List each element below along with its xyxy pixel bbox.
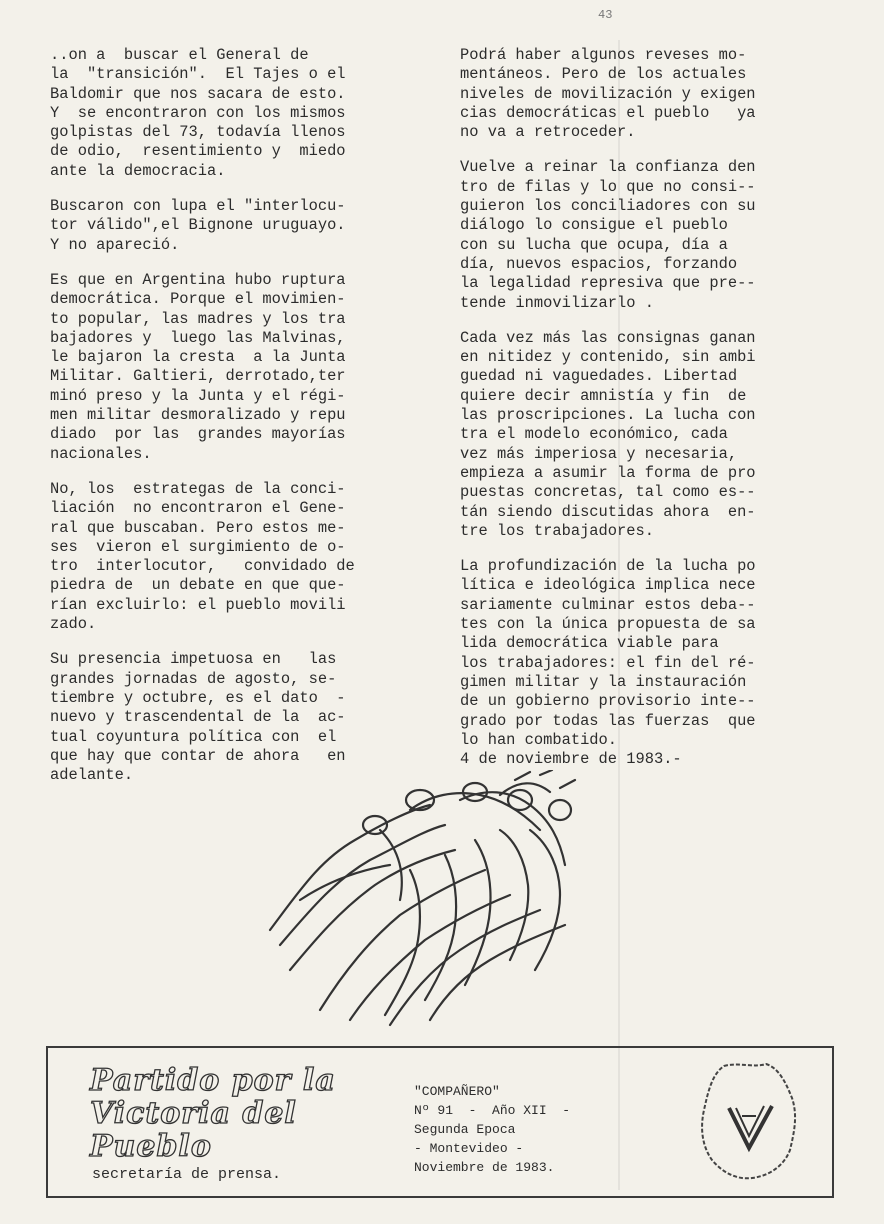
party-logo-text bbox=[90, 1064, 336, 1163]
paragraph bbox=[50, 650, 425, 785]
text-line: bajadores y luego las Malvinas, bbox=[50, 328, 346, 347]
text-line: tre los trabajadores. bbox=[460, 521, 654, 540]
text-line: zado. bbox=[50, 615, 97, 634]
text-line: rían excluirlo: el pueblo movili bbox=[50, 595, 346, 614]
text-line: ral que buscaban. Pero estos me- bbox=[50, 518, 346, 537]
paragraph bbox=[460, 329, 840, 541]
logo-line-3: Pueblo bbox=[90, 1129, 212, 1164]
text-line: tiembre y octubre, es el dato - bbox=[50, 688, 346, 707]
secretaria-label: secretaría de prensa. bbox=[92, 1166, 282, 1183]
text-line: liación no encontraron el Gene- bbox=[50, 499, 346, 518]
text-line: Y se encontraron con los mismos bbox=[50, 103, 346, 122]
text-line: con su lucha que ocupa, día a bbox=[460, 235, 728, 254]
text-line: la "transición". El Tajes o el bbox=[50, 65, 346, 84]
text-line: guedad ni vaguedades. Libertad bbox=[460, 367, 738, 386]
paragraph bbox=[460, 557, 840, 769]
text-line: tro de filas y lo que no consi-- bbox=[460, 177, 756, 196]
footer-box bbox=[46, 1046, 834, 1198]
text-line: ..on a buscar el General de bbox=[50, 46, 309, 64]
text-line: Y no apareció. bbox=[50, 235, 180, 254]
text-line: No, los estrategas de la conci- bbox=[50, 479, 346, 498]
text-line: vez más imperiosa y necesaria, bbox=[460, 444, 738, 463]
text-line: de odio, resentimiento y miedo bbox=[50, 142, 346, 161]
publication-line: Nº 91 - Año XII - bbox=[414, 1103, 571, 1118]
text-line: 4 de noviembre de 1983.- bbox=[460, 750, 682, 769]
text-line: tende inmovilizarlo . bbox=[460, 293, 654, 312]
text-line: niveles de movilización y exigen bbox=[460, 84, 756, 103]
text-line: le bajaron la cresta a la Junta bbox=[50, 348, 346, 367]
text-line: que hay que contar de ahora en bbox=[50, 746, 346, 765]
text-line: piedra de un debate en que que- bbox=[50, 576, 346, 595]
text-line: gimen militar y la instauración bbox=[460, 672, 747, 691]
paragraph bbox=[50, 197, 425, 255]
text-line: tes con la única propuesta de sa bbox=[460, 615, 756, 634]
text-line: diado por las grandes mayorías bbox=[50, 425, 346, 444]
right-text-column bbox=[460, 46, 840, 785]
text-line: mentáneos. Pero de los actuales bbox=[460, 65, 747, 84]
text-line: no va a retroceder. bbox=[460, 123, 636, 142]
text-line: minó preso y la Junta y el régi- bbox=[50, 386, 346, 405]
logo-line-2: Victoria del bbox=[90, 1096, 297, 1131]
text-line: ses vieron el surgimiento de o- bbox=[50, 537, 346, 556]
text-line: las proscripciones. La lucha con bbox=[460, 406, 756, 425]
marching-crowd-illustration bbox=[260, 770, 590, 1030]
text-line: quiere decir amnistía y fin de bbox=[460, 386, 747, 405]
logo-line-1: Partido por la bbox=[90, 1063, 336, 1098]
paragraph bbox=[50, 271, 425, 464]
publication-line: - Montevideo - bbox=[414, 1141, 524, 1156]
text-line: men militar desmoralizado y repu bbox=[50, 406, 346, 425]
publication-info bbox=[414, 1082, 570, 1177]
text-line: ante la democracia. bbox=[50, 161, 226, 180]
text-line: Baldomir que nos sacara de esto. bbox=[50, 84, 346, 103]
text-line: lida democrática viable para bbox=[460, 634, 719, 653]
uruguay-map-emblem bbox=[694, 1058, 804, 1183]
text-line: grandes jornadas de agosto, se- bbox=[50, 669, 337, 688]
text-line: día, nuevos espacios, forzando bbox=[460, 254, 738, 273]
text-line: cias democráticas el pueblo ya bbox=[460, 103, 756, 122]
text-line: guieron los conciliadores con su bbox=[460, 197, 756, 216]
text-line: tual coyuntura política con el bbox=[50, 727, 337, 746]
text-line: en nitidez y contenido, sin ambi bbox=[460, 348, 756, 367]
paragraph bbox=[460, 46, 840, 142]
text-line: nuevo y trascendental de la ac- bbox=[50, 708, 346, 727]
text-line: democrática. Porque el movimien- bbox=[50, 290, 346, 309]
text-line: Militar. Galtieri, derrotado,ter bbox=[50, 367, 346, 386]
left-text-column bbox=[50, 46, 425, 801]
paragraph bbox=[460, 158, 840, 312]
text-line: tra el modelo económico, cada bbox=[460, 425, 728, 444]
text-line: diálogo lo consigue el pueblo bbox=[460, 216, 728, 235]
text-line: Su presencia impetuosa en las bbox=[50, 650, 337, 669]
text-line: grado por todas las fuerzas que bbox=[460, 711, 756, 730]
text-line: Podrá haber algunos reveses mo- bbox=[460, 46, 747, 64]
text-line: de un gobierno provisorio inte-- bbox=[460, 692, 756, 711]
text-line: La profundización de la lucha po bbox=[460, 557, 756, 576]
text-line: puestas concretas, tal como es-- bbox=[460, 483, 756, 502]
text-line: lo han combatido. bbox=[460, 730, 618, 749]
text-line: to popular, las madres y los tra bbox=[50, 309, 346, 328]
publication-line: Segunda Epoca bbox=[414, 1122, 516, 1137]
text-line: empieza a asumir la forma de pro bbox=[460, 463, 756, 482]
text-line: tro interlocutor, convidado de bbox=[50, 557, 355, 576]
text-line: los trabajadores: el fin del ré- bbox=[460, 653, 756, 672]
text-line: tor válido",el Bignone uruguayo. bbox=[50, 216, 346, 235]
text-line: tán siendo discutidas ahora en- bbox=[460, 502, 756, 521]
paragraph bbox=[50, 480, 425, 634]
text-line: adelante. bbox=[50, 766, 134, 785]
text-line: nacionales. bbox=[50, 444, 152, 463]
page-mark: 43 bbox=[598, 8, 613, 22]
text-line: Buscaron con lupa el "interlocu- bbox=[50, 197, 346, 216]
paragraph bbox=[50, 46, 425, 181]
text-line: lítica e ideológica implica nece bbox=[460, 576, 756, 595]
text-line: Es que en Argentina hubo ruptura bbox=[50, 270, 346, 289]
text-line: la legalidad represiva que pre-- bbox=[460, 274, 756, 293]
text-line: golpistas del 73, todavía llenos bbox=[50, 123, 346, 142]
publication-line: Noviembre de 1983. bbox=[414, 1160, 555, 1175]
text-line: sariamente culminar estos deba-- bbox=[460, 595, 756, 614]
text-line: Cada vez más las consignas ganan bbox=[460, 328, 756, 347]
publication-line: "COMPAÑERO" bbox=[414, 1084, 500, 1099]
text-line: Vuelve a reinar la confianza den bbox=[460, 158, 756, 177]
